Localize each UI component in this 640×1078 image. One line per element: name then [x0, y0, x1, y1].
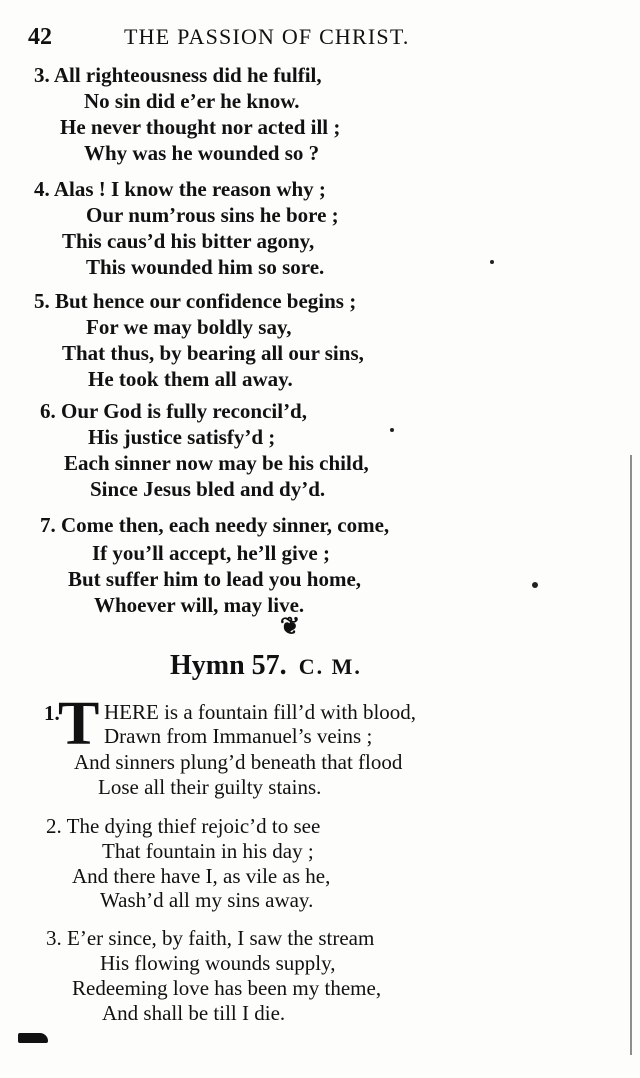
verse-line: For we may boldly say, [86, 315, 292, 339]
drop-cap: T [58, 690, 100, 758]
verse-line: If you’ll accept, he’ll give ; [92, 541, 330, 565]
hymn-title: Hymn 57. C. M. [170, 650, 362, 681]
verse-line: But suffer him to lead you home, [68, 567, 362, 591]
verse-line: His flowing wounds supply, [100, 951, 336, 975]
verse-line: 2. The dying thief rejoic’d to see [46, 814, 321, 838]
ink-mark [18, 1033, 48, 1043]
gutter-shadow [630, 455, 632, 1055]
running-title: THE PASSION OF CHRIST. [124, 24, 410, 49]
verse-line: Redeeming love has been my theme, [72, 976, 382, 1000]
ink-speck [490, 260, 494, 264]
verse-line: 5. But hence our confidence begins ; [34, 289, 357, 313]
ornament-icon: ❦ [280, 614, 301, 640]
verse-line: Wash’d all my sins away. [100, 888, 314, 912]
verse-line: Why was he wounded so ? [84, 141, 320, 165]
verse-line: Drawn from Immanuel’s veins ; [104, 724, 373, 748]
verse-line: 6. Our God is fully reconcil’d, [40, 399, 307, 423]
verse-line: And sinners plung’d beneath that flood [74, 750, 403, 774]
ink-speck [532, 582, 538, 588]
verse-line: And there have I, as vile as he, [72, 864, 331, 888]
page-header [28, 20, 478, 56]
page-number: 42 [28, 24, 52, 50]
verse-line: 3. All righteousness did he fulfil, [34, 63, 322, 87]
verse-number: 1. [44, 701, 60, 725]
verse-line: No sin did e’er he know. [84, 89, 300, 113]
verse-line: Since Jesus bled and dy’d. [90, 477, 326, 501]
verse-line: 4. Alas ! I know the reason why ; [34, 177, 326, 201]
verse-line: Lose all their guilty stains. [98, 775, 322, 799]
verse-line: 3. E’er since, by faith, I saw the stream [46, 926, 375, 950]
verse-line: He took them all away. [88, 367, 293, 391]
verse-line: That fountain in his day ; [102, 839, 314, 863]
verse-line: His justice satisfy’d ; [88, 425, 276, 449]
verse-line: Whoever will, may live. [94, 593, 305, 617]
ink-speck [390, 428, 394, 432]
verse-line: 7. Come then, each needy sinner, come, [40, 513, 390, 537]
verse-line: Our num’rous sins he bore ; [86, 203, 339, 227]
verse-line: Each sinner now may be his child, [64, 451, 369, 475]
verse-line: And shall be till I die. [102, 1001, 286, 1025]
verse-line: That thus, by bearing all our sins, [62, 341, 364, 365]
verse-line: This wounded him so sore. [86, 255, 325, 279]
verse-line: HERE is a fountain fill’d with blood, [104, 700, 417, 724]
verse-line: This caus’d his bitter agony, [62, 229, 315, 253]
verse-line: He never thought nor acted ill ; [60, 115, 341, 139]
